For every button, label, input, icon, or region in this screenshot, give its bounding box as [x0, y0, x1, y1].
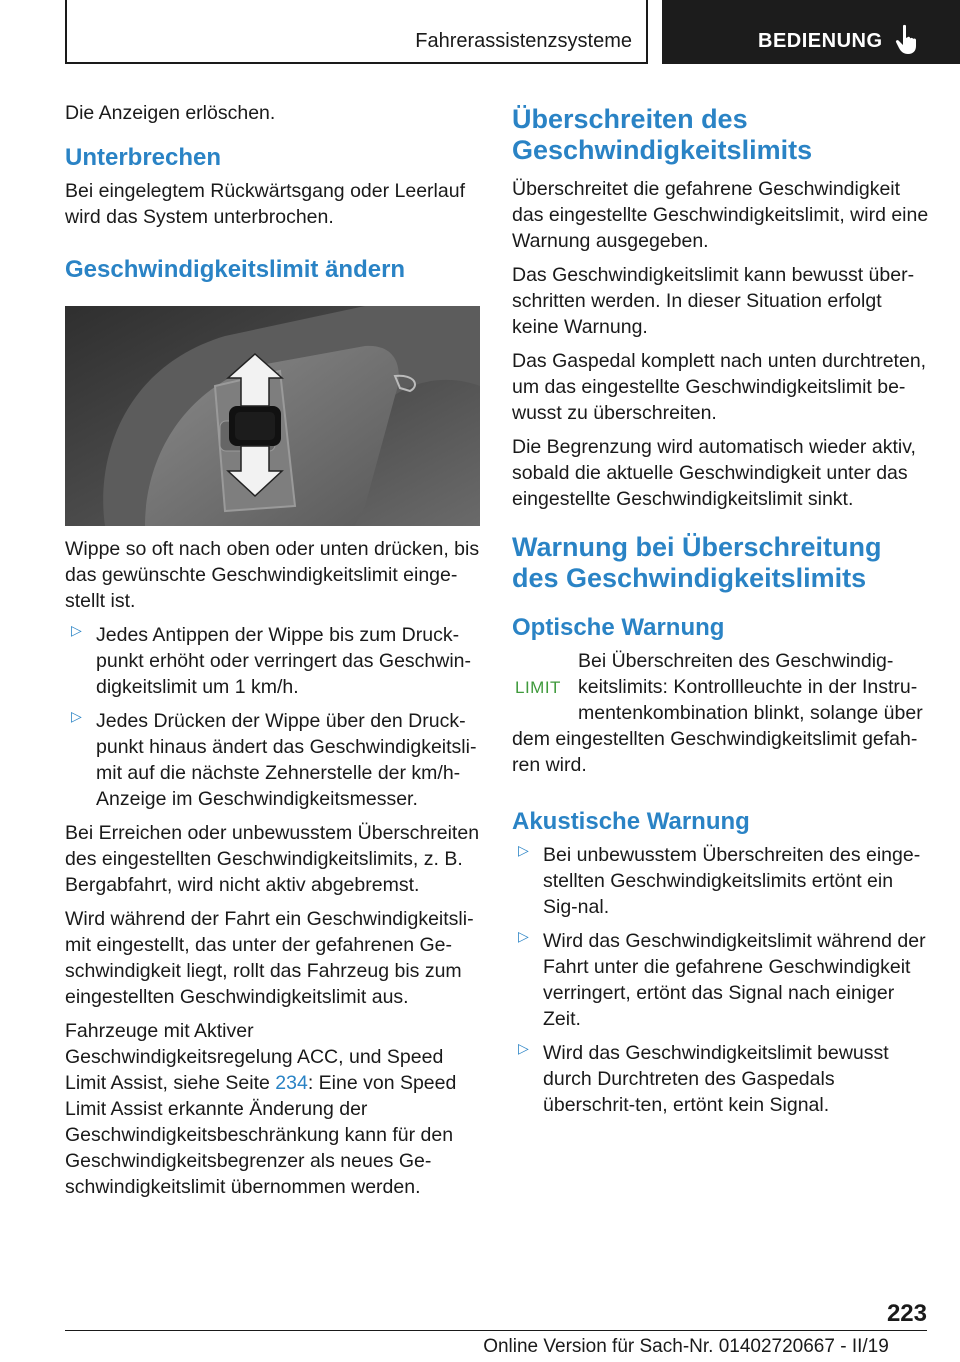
- page-number: 223: [886, 1300, 927, 1327]
- heading-akustische-warnung: Akustische Warnung: [512, 808, 750, 835]
- acc-text-end: : Eine von Speed Limit Assist erkannte Änderung der Geschwindigkeitsbeschränkung kann für den Geschwindigkeitsbegrenzer als neues Ge-schwindigkeitslimit übernommen werden.: [65, 1072, 457, 1198]
- right-column: [512, 100, 930, 1126]
- steering-wheel-rocker-image: [65, 306, 480, 526]
- list-item: [512, 928, 930, 1032]
- triangle-bullet-icon: ▷: [71, 708, 82, 724]
- acoustic-bullet-3: Wird das Geschwindigkeitslimit bewusst durch Durchtreten des Gaspedals überschrit-ten, ertönt kein Signal.: [543, 1042, 889, 1116]
- footer-divider: [65, 1330, 927, 1331]
- list-item: [512, 842, 930, 920]
- optical-warning-text-cont: dem eingestellten Geschwindigkeitslimit gefah-ren wird.: [512, 728, 918, 776]
- exceed-text-2: Das Geschwindigkeitslimit kann bewusst über-schritten werden. In dieser Situation erfolgt keine Warnung.: [512, 264, 915, 338]
- exceed-text-3: Das Gaspedal komplett nach unten durchtreten, um das eingestellte Geschwindigkeitslimit be-wusst zu überschreiten.: [512, 350, 927, 424]
- triangle-bullet-icon: ▷: [518, 1040, 529, 1056]
- interrupt-text: Bei eingelegtem Rückwärtsgang oder Leerlauf wird das System unterbrochen.: [65, 180, 465, 228]
- acc-text: [65, 1018, 483, 1200]
- acoustic-bullet-2: Wird das Geschwindigkeitslimit während der Fahrt unter die gefahrene Geschwindigkeit verringert, ertönt das Signal nach einiger Zeit.: [543, 930, 926, 1030]
- heading-limit-aendern: Geschwindigkeitslimit ändern: [65, 256, 406, 283]
- acc-text-start: Fahrzeuge mit Aktiver Geschwindigkeitsregelung ACC, und Speed Limit Assist, siehe Seite: [65, 1020, 444, 1094]
- list-item: [512, 1040, 930, 1118]
- footer-online-version-text: Online Version für Sach-Nr. 01402720667 - II/19: [483, 1336, 889, 1357]
- limit-indicator-icon: LIMIT: [515, 678, 561, 697]
- triangle-bullet-icon: ▷: [518, 928, 529, 944]
- list-item: [65, 622, 483, 700]
- exceed-text-1: Überschreitet die gefahrene Geschwindigkeit das eingestellte Geschwindigkeitslimit, wird eine Warnung ausgegeben.: [512, 178, 929, 252]
- header-tab: [662, 0, 960, 64]
- list-item: [65, 708, 483, 812]
- heading-ueberschreiten: Überschreiten des Geschwindigkeitslimits: [512, 104, 813, 165]
- footer-online-version: [0, 1336, 960, 1358]
- page-link[interactable]: 234: [275, 1072, 308, 1094]
- heading-warnung: Warnung bei Überschreitung des Geschwindigkeitslimits: [512, 532, 882, 593]
- pointing-hand-icon: [894, 24, 922, 56]
- optical-warning-block: [512, 648, 930, 778]
- left-column: [65, 100, 483, 1208]
- acoustic-bullet-1: Bei unbewusstem Überschreiten des einge-stellten Geschwindigkeitslimits ertönt ein Sig-nal.: [543, 844, 921, 918]
- header-section-title: Fahrerassistenzsysteme: [415, 30, 632, 52]
- steering-wheel-illustration: [65, 306, 480, 526]
- bullet-tap-text: Jedes Antippen der Wippe bis zum Druck-punkt erhöht oder verringert das Geschwin-digkeitslimit um 1 km/h.: [96, 624, 472, 698]
- optical-warning-text: Bei Überschreiten des Geschwindig-keitslimits: Kontrollleuchte in der Instru-mentenkombination blinkt, solange über: [578, 650, 923, 724]
- bullet-press-text: Jedes Drücken der Wippe über den Druck-punkt hinaus ändert das Geschwindigkeitsli-mit auf die nächste Zehnerstelle der km/h-Anzeige im Geschwindigkeitsmesser.: [96, 710, 477, 810]
- exceed-text-4: Die Begrenzung wird automatisch wieder aktiv, sobald die aktuelle Geschwindigkeit unter das eingestellte Geschwindigkeitslimit sinkt.: [512, 436, 916, 510]
- heading-optische-warnung: Optische Warnung: [512, 614, 725, 641]
- set-text: Wird während der Fahrt ein Geschwindigkeitsli-mit eingestellt, das unter der gefahrenen Ge-schwindigkeit liegt, rollt das Fahrzeug bis zum eingestellten Geschwindigkeitslimit aus.: [65, 908, 474, 1008]
- triangle-bullet-icon: ▷: [71, 622, 82, 638]
- header-section-box: [65, 0, 648, 64]
- reach-text: Bei Erreichen oder unbewusstem Überschreiten des eingestellten Geschwindigkeitslimits, z. B. Bergabfahrt, wird nicht aktiv abgebremst.: [65, 822, 480, 896]
- heading-unterbrechen: Unterbrechen: [65, 144, 222, 171]
- header-tab-label: BEDIENUNG: [758, 30, 883, 52]
- triangle-bullet-icon: ▷: [518, 842, 529, 858]
- rocker-text: Wippe so oft nach oben oder unten drücken, bis das gewünschte Geschwindigkeitslimit einge-stellt ist.: [65, 538, 480, 612]
- intro-text: Die Anzeigen erlöschen.: [65, 102, 276, 124]
